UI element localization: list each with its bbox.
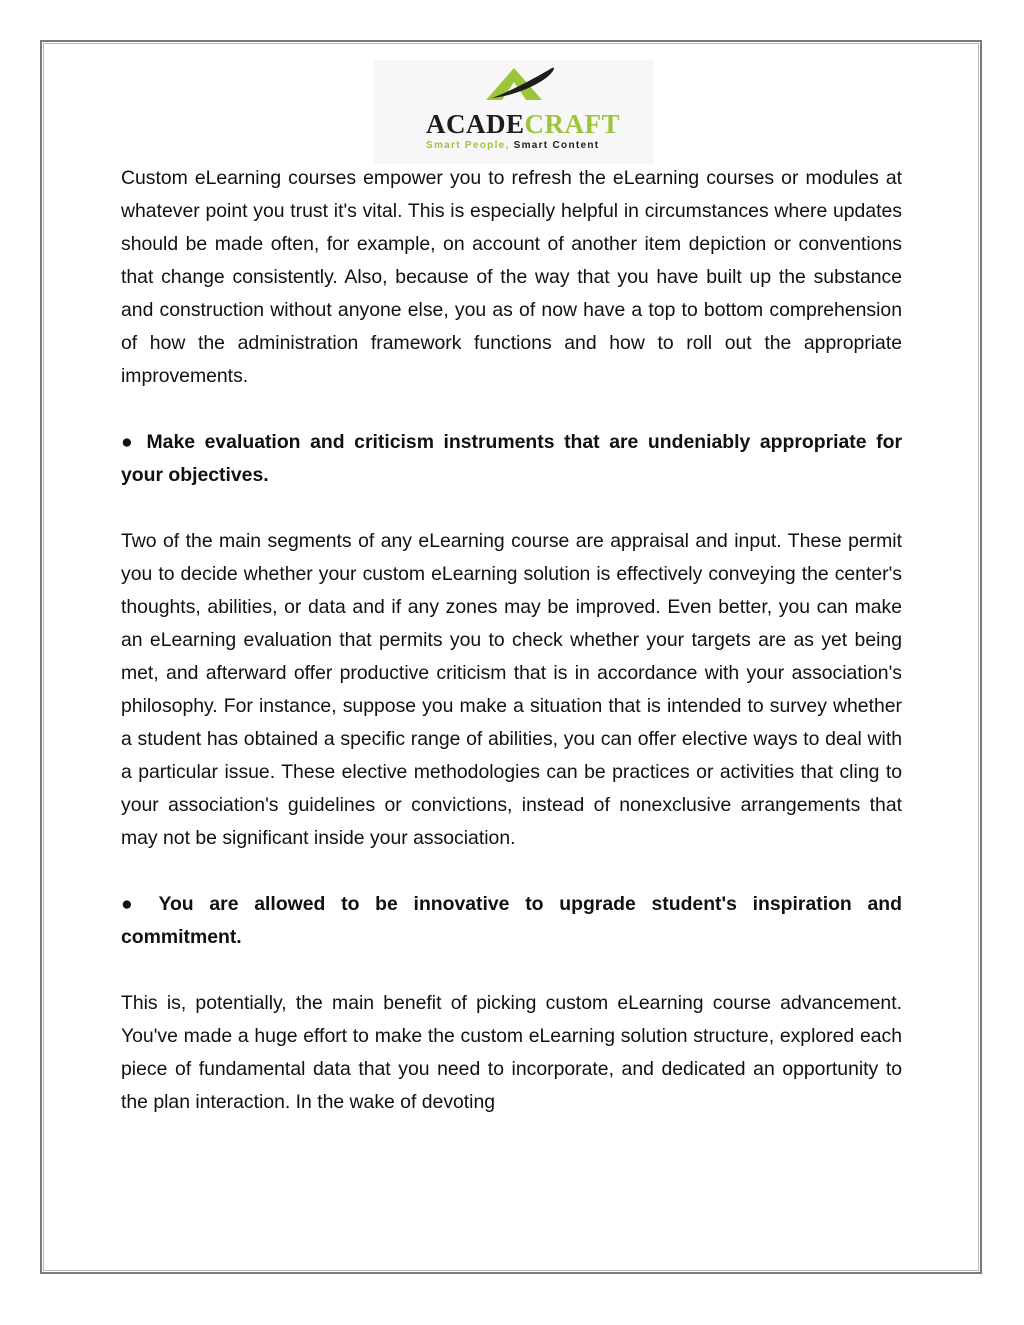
- document-body: [121, 162, 902, 1152]
- acadecraft-logo: [374, 60, 654, 164]
- svg-text:Smart People,Smart Content: [426, 140, 599, 151]
- bullet-heading: ● You are allowed to be innovative to upgrade student's inspiration and commitment.: [121, 893, 902, 948]
- logo-graphic: [374, 60, 654, 164]
- body-paragraph: Two of the main segments of any eLearning course are appraisal and input. These permit you to decide whether your custom eLearning solution is effectively conveying the center's thoughts, abilities, or data and if any zones may be improved. Even better, you can make an eLearning evaluation that permits you to check whether your targets are as yet being met, and afterward offer productive criticism that is in accordance with your association's philosophy. For instance, suppose you make a situation that is intended to survey whether a student has obtained a specific range of abilities, you can offer elective ways to deal with a particular issue. These elective methodologies can be practices or activities that cling to your association's guidelines or convictions, instead of nonexclusive arrangements that may not be significant inside your association.: [121, 530, 902, 849]
- bullet-heading: ● Make evaluation and criticism instruments that are undeniably appropriate for your objectives.: [121, 431, 902, 486]
- body-paragraph: This is, potentially, the main benefit of picking custom eLearning course advancement. You've made a huge effort to make the custom eLearning solution structure, explored each piece of fundamental data that you need to incorporate, and dedicated an opportunity to the plan interaction. In the wake of devoting: [121, 992, 902, 1113]
- svg-text:ACADECRAFT: [426, 109, 620, 139]
- logo-brand-accent: CRAFT: [524, 109, 621, 139]
- body-paragraph: Custom eLearning courses empower you to refresh the eLearning courses or modules at whatever point you trust it's vital. This is especially helpful in circumstances where updates should be made often, for example, on account of another item depiction or conventions that change consistently. Also, because of the way that you have built up the substance and construction without anyone else, you as of now have a top to bottom comprehension of how the administration framework functions and how to roll out the appropriate improvements.: [121, 167, 902, 387]
- logo-brand-dark: ACADE: [426, 109, 525, 139]
- logo-tagline-dark: Smart Content: [513, 140, 600, 151]
- logo-tagline-accent: Smart People,: [426, 140, 510, 151]
